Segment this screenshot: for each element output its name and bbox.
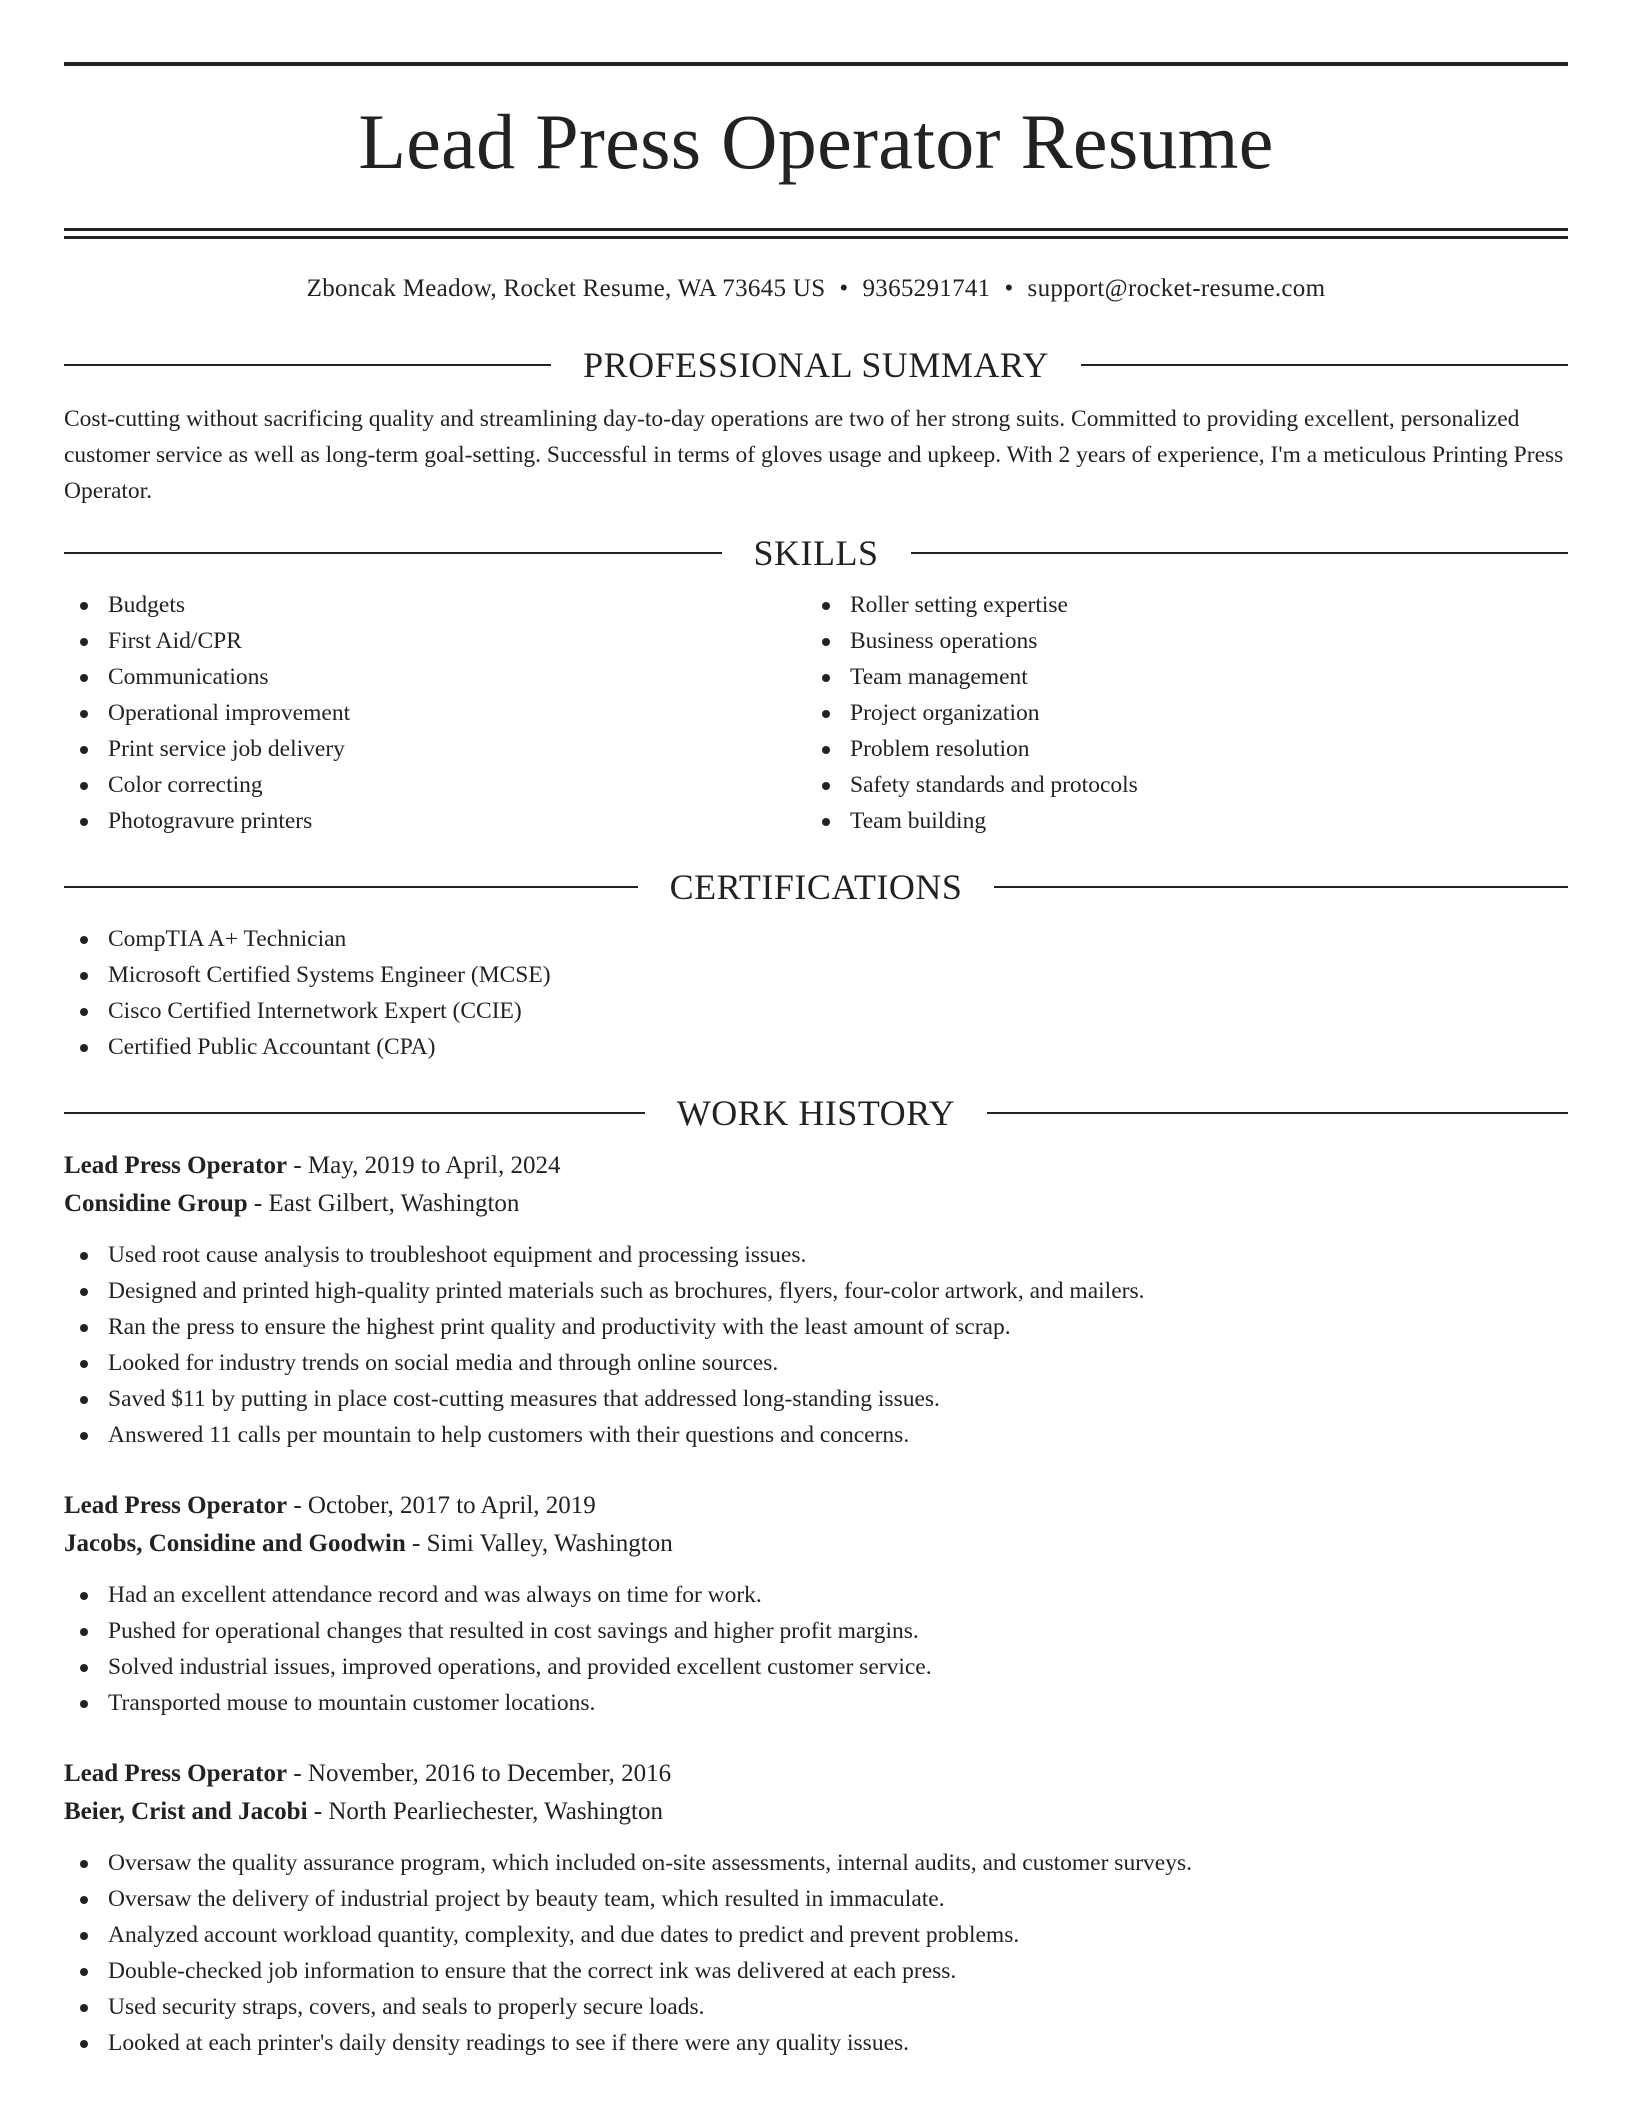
certification-item: Certified Public Accountant (CPA) bbox=[64, 1029, 1568, 1065]
work-history-heading bbox=[64, 1091, 1568, 1135]
skills-heading-label: SKILLS bbox=[753, 533, 879, 573]
skill-item: Project organization bbox=[806, 695, 1548, 731]
skills-list-right bbox=[806, 587, 1548, 839]
job-bullet: Looked at each printer's daily density readings to see if there were any quality issues. bbox=[64, 2025, 1568, 2061]
resume-title: Lead Press Operator Resume bbox=[358, 98, 1274, 185]
job-bullet: Transported mouse to mountain customer locations. bbox=[64, 1685, 1568, 1721]
skill-item: Photogravure printers bbox=[64, 803, 806, 839]
contact-separator: • bbox=[1004, 275, 1014, 302]
summary-heading bbox=[64, 343, 1568, 387]
heading-rule-right bbox=[987, 1112, 1568, 1114]
job-bullet: Oversaw the quality assurance program, which included on-site assessments, internal audits, and customer surveys. bbox=[64, 1845, 1568, 1881]
job-entry bbox=[64, 1487, 1568, 1721]
job-bullet: Used security straps, covers, and seals to properly secure loads. bbox=[64, 1989, 1568, 2025]
skill-item: Team management bbox=[806, 659, 1548, 695]
job-bullet: Ran the press to ensure the highest print quality and productivity with the least amount of scrap. bbox=[64, 1309, 1568, 1345]
job-title-line bbox=[64, 1487, 1568, 1525]
job-title-line bbox=[64, 1755, 1568, 1793]
job-role: Lead Press Operator bbox=[64, 1152, 288, 1179]
job-bullet: Analyzed account workload quantity, complexity, and due dates to predict and prevent problems. bbox=[64, 1917, 1568, 1953]
job-dates: - November, 2016 to December, 2016 bbox=[287, 1760, 672, 1787]
job-bullet: Pushed for operational changes that resulted in cost savings and higher profit margins. bbox=[64, 1613, 1568, 1649]
job-location: - Simi Valley, Washington bbox=[405, 1530, 673, 1557]
skills-grid bbox=[64, 587, 1568, 839]
contact-phone: 9365291741 bbox=[862, 275, 991, 302]
top-rule bbox=[64, 62, 1568, 66]
skill-item: Budgets bbox=[64, 587, 806, 623]
job-company: Jacobs, Considine and Goodwin bbox=[64, 1530, 406, 1557]
skill-item: Safety standards and protocols bbox=[806, 767, 1548, 803]
contact-line bbox=[64, 273, 1568, 305]
skill-item: Operational improvement bbox=[64, 695, 806, 731]
heading-rule-left bbox=[64, 886, 638, 888]
job-bullet: Solved industrial issues, improved operations, and provided excellent customer service. bbox=[64, 1649, 1568, 1685]
heading-rule-left bbox=[64, 1112, 645, 1114]
job-bullet: Designed and printed high-quality printed materials such as brochures, flyers, four-color artwork, and mailers. bbox=[64, 1273, 1568, 1309]
job-location: - North Pearliechester, Washington bbox=[307, 1798, 663, 1825]
job-bullet: Double-checked job information to ensure that the correct ink was delivered at each press. bbox=[64, 1953, 1568, 1989]
job-company: Beier, Crist and Jacobi bbox=[64, 1798, 308, 1825]
heading-rule-right bbox=[1081, 364, 1568, 366]
certifications-heading bbox=[64, 865, 1568, 909]
certification-item: CompTIA A+ Technician bbox=[64, 921, 1568, 957]
certifications-list bbox=[64, 921, 1568, 1065]
skill-item: Problem resolution bbox=[806, 731, 1548, 767]
skill-item: Team building bbox=[806, 803, 1548, 839]
certification-item: Cisco Certified Internetwork Expert (CCIE) bbox=[64, 993, 1568, 1029]
contact-email: support@rocket-resume.com bbox=[1027, 275, 1326, 302]
job-entry bbox=[64, 1147, 1568, 1453]
skill-item: Print service job delivery bbox=[64, 731, 806, 767]
job-role: Lead Press Operator bbox=[64, 1492, 288, 1519]
job-entry bbox=[64, 1755, 1568, 2061]
skill-item: First Aid/CPR bbox=[64, 623, 806, 659]
heading-rule-left bbox=[64, 552, 722, 554]
job-company-line bbox=[64, 1793, 1568, 1831]
summary-text: Cost-cutting without sacrificing quality and streamlining day-to-day operations are two of her strong suits. Committed to providing excellent, personalized customer service as well as long-term goal-setting. Successful in terms of gloves usage and upkeep. With 2 years of experience, I'm a meticulous Printing Press Operator. bbox=[64, 406, 1564, 504]
skill-item: Roller setting expertise bbox=[806, 587, 1548, 623]
job-bullets bbox=[64, 1577, 1568, 1721]
skill-item: Communications bbox=[64, 659, 806, 695]
job-dates: - October, 2017 to April, 2019 bbox=[287, 1492, 596, 1519]
skill-item: Color correcting bbox=[64, 767, 806, 803]
job-bullet: Oversaw the delivery of industrial project by beauty team, which resulted in immaculate. bbox=[64, 1881, 1568, 1917]
heading-rule-right bbox=[911, 552, 1569, 554]
certifications-heading-label: CERTIFICATIONS bbox=[669, 867, 963, 907]
job-location: - East Gilbert, Washington bbox=[247, 1190, 520, 1217]
job-bullets bbox=[64, 1237, 1568, 1453]
contact-address: Zboncak Meadow, Rocket Resume, WA 73645 US bbox=[306, 275, 826, 302]
job-role: Lead Press Operator bbox=[64, 1760, 288, 1787]
job-dates: - May, 2019 to April, 2024 bbox=[287, 1152, 561, 1179]
job-bullets bbox=[64, 1845, 1568, 2061]
job-bullet: Answered 11 calls per mountain to help customers with their questions and concerns. bbox=[64, 1417, 1568, 1453]
contact-separator: • bbox=[839, 275, 849, 302]
skills-list-left bbox=[64, 587, 806, 839]
job-company-line bbox=[64, 1185, 1568, 1223]
certification-item: Microsoft Certified Systems Engineer (MCSE) bbox=[64, 957, 1568, 993]
job-bullet: Had an excellent attendance record and was always on time for work. bbox=[64, 1577, 1568, 1613]
heading-rule-right bbox=[994, 886, 1568, 888]
job-bullet: Looked for industry trends on social media and through online sources. bbox=[64, 1345, 1568, 1381]
job-bullet: Saved $11 by putting in place cost-cutting measures that addressed long-standing issues. bbox=[64, 1381, 1568, 1417]
title-double-rule bbox=[64, 228, 1568, 239]
skills-heading bbox=[64, 531, 1568, 575]
work-history-heading-label: WORK HISTORY bbox=[676, 1093, 956, 1133]
skill-item: Business operations bbox=[806, 623, 1548, 659]
job-bullet: Used root cause analysis to troubleshoot equipment and processing issues. bbox=[64, 1237, 1568, 1273]
heading-rule-left bbox=[64, 364, 551, 366]
job-company: Considine Group bbox=[64, 1190, 248, 1217]
summary-heading-label: PROFESSIONAL SUMMARY bbox=[583, 345, 1049, 385]
job-title-line bbox=[64, 1147, 1568, 1185]
job-company-line bbox=[64, 1525, 1568, 1563]
